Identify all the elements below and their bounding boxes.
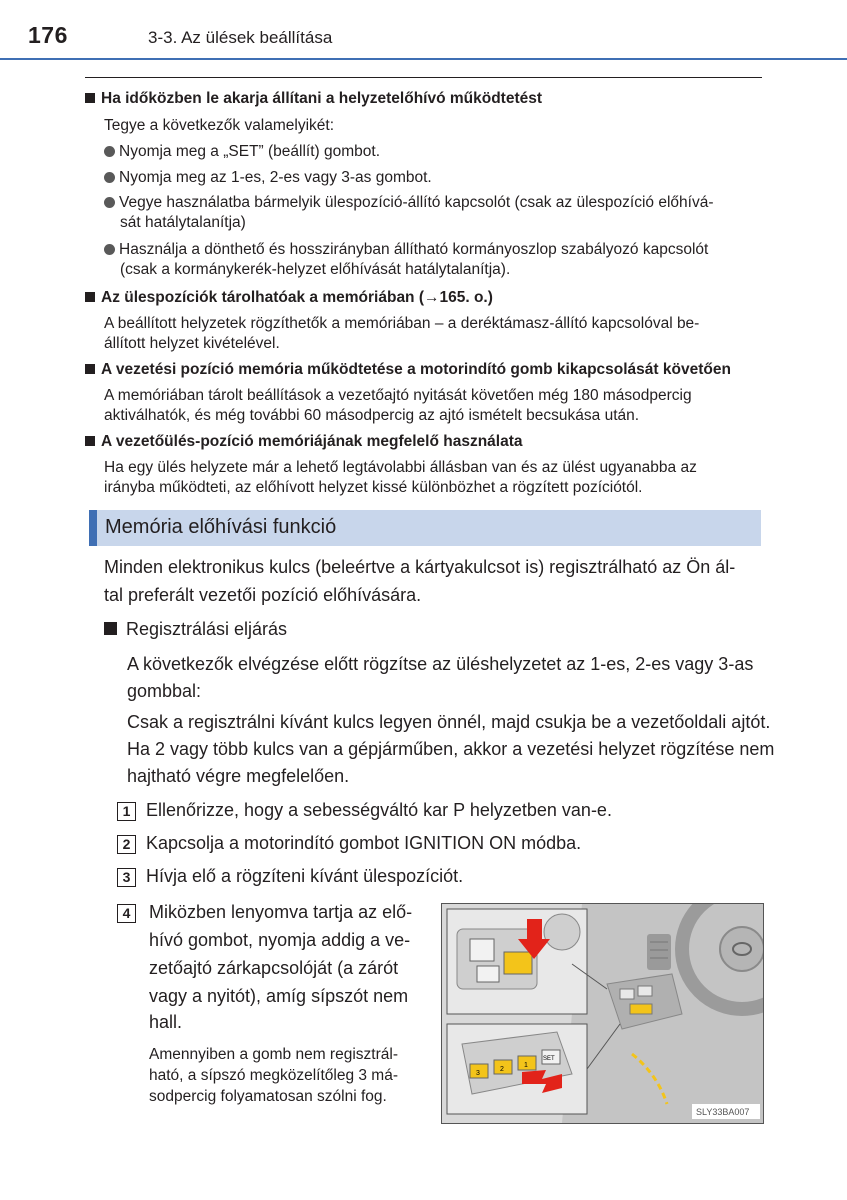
paragraph: Csak a regisztrálni kívánt kulcs legyen önnél, majd csukja be a vezetőoldali ajtót. — [127, 712, 771, 732]
note-text: ható, a sípszó megközelítőleg 3 má- — [149, 1067, 398, 1084]
list-item: Nyomja meg az 1-es, 2-es vagy 3-as gombot. — [104, 168, 432, 188]
square-bullet-icon — [85, 436, 95, 446]
step-text: zetőajtó zárkapcsolóját (a zárót — [149, 958, 399, 978]
note-heading: A vezetőülés-pozíció memóriájának megfelelő használata — [85, 432, 523, 452]
list-item: Vegye használatba bármelyik ülespozíció-állító kapcsolót (csak az ülespozíció előhívá- — [104, 193, 713, 213]
step: 2 Kapcsolja a motorindító gombot IGNITION ON módba. — [117, 829, 581, 857]
paragraph: A következők elvégzése előtt rögzítse az üléshelyzetet az 1-es, 2-es vagy 3-as — [127, 654, 754, 674]
list-item: Nyomja meg a „SET” (beállít) gombot. — [104, 142, 380, 162]
button-1-label: 3 — [476, 1070, 480, 1077]
step-text: hall. — [149, 1012, 183, 1032]
paragraph: Minden elektronikus kulcs (beleértve a kártyakulcsot is) regisztrálható az Ön ál- — [104, 557, 736, 577]
note-heading: Az ülespozíciók tárolhatóak a memóriában (→165. o.) — [85, 288, 493, 308]
note-text: Ha egy ülés helyzete már a lehető legtávolabbi állásban van és az ülést ugyanabba az — [104, 459, 697, 476]
button-3-label: 1 — [524, 1062, 528, 1069]
section-header — [89, 510, 761, 546]
page-number: 176 — [28, 22, 68, 48]
square-bullet-icon — [104, 622, 117, 635]
note-text: irányba működteti, az előhívott helyzet kissé különbözhet a rögzített pozíciótól. — [104, 479, 643, 496]
bullet-icon — [104, 172, 115, 183]
step — [117, 898, 136, 926]
note-text: aktiválhatók, és még további 60 másodpercig az ajtó ismételt becsukása után. — [104, 407, 640, 424]
step: 3 Hívja elő a rögzíteni kívánt ülespozíciót. — [117, 862, 463, 890]
section-title: Memória előhívási funkció — [105, 516, 337, 538]
step-text: Miközben lenyomva tartja az elő- — [149, 902, 413, 922]
set-button-label: SET — [543, 1056, 555, 1062]
list-item-cont: (csak a kormánykerék-helyzet előhívását hatálytalanítja). — [120, 261, 511, 278]
note-text: A beállított helyzetek rögzíthetők a memóriában – a deréktámasz-állító kapcsolóval be- — [104, 315, 700, 332]
note-text: A memóriában tárolt beállítások a vezetőajtó nyitását követően még 180 másodpercig — [104, 387, 692, 404]
figure-code: SLY33BA007 — [696, 1107, 750, 1117]
square-bullet-icon — [85, 292, 95, 302]
button-2-label: 2 — [500, 1066, 504, 1073]
note-heading: Ha időközben le akarja állítani a helyzetelőhívó működtetést — [85, 89, 542, 109]
bullet-icon — [104, 244, 115, 255]
header-rule — [0, 58, 847, 60]
sub-heading: Regisztrálási eljárás — [104, 615, 287, 643]
list-item: Használja a dönthető és hosszirányban állítható kormányoszlop szabályozó kapcsolót — [104, 240, 708, 260]
bullet-icon — [104, 146, 115, 157]
divider — [85, 77, 762, 78]
section-accent — [89, 510, 97, 546]
step-number: 2 — [117, 835, 136, 854]
bullet-icon — [104, 197, 115, 208]
note-text: állított helyzet kivételével. — [104, 335, 280, 352]
square-bullet-icon — [85, 93, 95, 103]
note-text: Amennyiben a gomb nem regisztrál- — [149, 1046, 398, 1063]
step-number: 3 — [117, 868, 136, 887]
step-text: hívó gombot, nyomja addig a ve- — [149, 930, 411, 950]
step-number: 4 — [117, 904, 136, 923]
note-text: Tegye a következők valamelyikét: — [104, 117, 335, 134]
note-text: sodpercig folyamatosan szólni fog. — [149, 1088, 387, 1105]
step: 1 Ellenőrizze, hogy a sebességváltó kar P helyzetben van-e. — [117, 796, 612, 824]
step-text: vagy a nyitót), amíg sípszót nem — [149, 986, 409, 1006]
note-heading: A vezetési pozíció memória működtetése a motorindító gomb kikapcsolását követően — [85, 360, 731, 380]
list-item-cont: sát hatálytalanítja) — [120, 214, 246, 231]
square-bullet-icon — [85, 364, 95, 374]
paragraph: gombbal: — [127, 681, 202, 701]
seat-memory-illustration — [442, 904, 763, 1123]
illustration — [441, 903, 764, 1124]
paragraph: Ha 2 vagy több kulcs van a gépjárműben, akkor a vezetési helyzet rögzítése nem — [127, 739, 775, 759]
paragraph: tal preferált vezetői pozíció előhívására. — [104, 585, 422, 605]
paragraph: hajtható végre megfelelően. — [127, 766, 350, 786]
chapter-title: 3-3. Az ülések beállítása — [148, 28, 333, 47]
step-number: 1 — [117, 802, 136, 821]
